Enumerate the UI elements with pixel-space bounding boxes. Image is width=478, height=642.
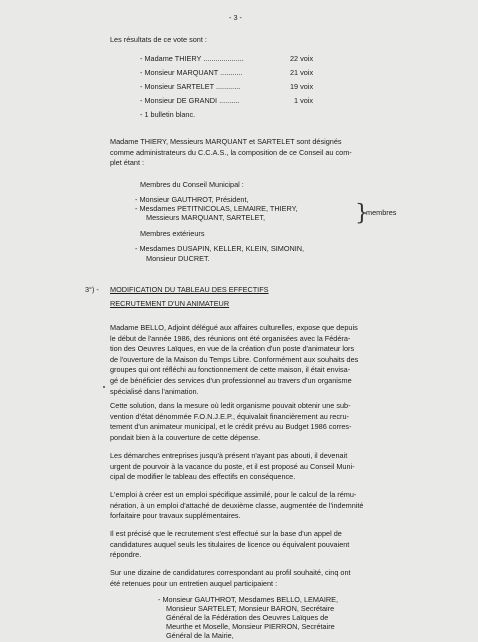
participant-line: Général de la Fédération des Oeuvres Laïques de [166, 613, 329, 622]
text-line: tement d'un animateur municipal, et le crédit prévu au Budget 1986 corres- [110, 422, 352, 432]
participant-line: Général de la Mairie, [166, 631, 234, 640]
section-title: MODIFICATION DU TABLEAU DES EFFECTIFS [110, 285, 269, 294]
margin-mark [103, 386, 105, 388]
council-line: - Monsieur GAUTHROT, Président, [135, 195, 249, 204]
paragraph [110, 451, 410, 483]
text-line: répondre. [110, 550, 142, 560]
vote-name: - Monsieur MARQUANT ........... [140, 68, 243, 77]
participant-line: Meurthe et Moselle, Monsieur PIERRON, Secrétaire [166, 622, 335, 631]
paragraph [110, 323, 410, 397]
text-line: comme administrateurs du C.C.A.S., la composition de ce Conseil au com- [110, 147, 352, 157]
vote-name: - Monsieur SARTELET ............ [140, 82, 241, 91]
council-line: - Mesdames PETITNICOLAS, LEMAIRE, THIERY, [135, 204, 298, 213]
council-line: Messieurs MARQUANT, SARTELET, [146, 213, 266, 222]
section-number: 3°) - [85, 285, 99, 294]
text-line: Madame THIERY, Messieurs MARQUANT et SARTELET sont désignés [110, 137, 342, 146]
text-line: été retenues pour un entretien auquel participaient : [110, 578, 278, 588]
exterieurs-heading: Membres extérieurs [140, 229, 205, 238]
section-subtitle: RECRUTEMENT D'UN ANIMATEUR [110, 299, 230, 308]
text-line: candidatures auquel seuls les titulaires de licence ou équivalent pouvaient [110, 539, 350, 549]
text-line: de l'ouverture de la Maison du Temps Libre. Conformément aux souhaits des [110, 354, 359, 364]
text-line: groupes qui ont réfléchi au fonctionnement de cette maison, il était envisa- [110, 365, 351, 375]
text-line: pondait bien à la couverture de cette dépense. [110, 432, 261, 442]
page-number: - 3 - [229, 13, 242, 22]
text-line: le début de l'année 1986, des réunions ont été organisées avec la Fédéra- [110, 333, 351, 343]
text-line: urgent de pourvoir à la vacance du poste, et il est proposé au Conseil Muni- [110, 461, 355, 471]
text-line: plet étant : [110, 158, 145, 168]
text-line: Madame BELLO, Adjoint délégué aux affaires culturelles, expose que depuis [110, 323, 358, 332]
brace-symbol: } [355, 201, 369, 226]
vote-intro: Les résultats de ce vote sont : [110, 35, 207, 44]
exterieurs-line: - Mesdames DUSAPIN, KELLER, KLEIN, SIMONIN, [135, 244, 305, 253]
text-line: forfaitaire pour travaux supplémentaires. [110, 511, 241, 521]
participant-line: - Monsieur GAUTHROT, Mesdames BELLO, LEMAIRE, [158, 595, 339, 604]
text-line: cipal de modifier le tableau des effectifs en conséquence. [110, 472, 296, 482]
vote-name: - 1 bulletin blanc. [140, 110, 196, 119]
council-heading: Membres du Conseil Municipal : [140, 180, 244, 189]
text-line: nération, à un emploi d'attaché de deuxième classe, augmentée de l'indemnité [110, 500, 364, 510]
vote-count: 1 voix [294, 96, 314, 105]
text-line: spécialisé dans l'animation. [110, 386, 199, 396]
paragraph [110, 490, 410, 522]
participant-line: Monsieur SARTELET, Monsieur BARON, Secrétaire [166, 604, 335, 613]
text-line: vention d'état dénommée F.O.N.J.E.P., équivalait financièrement au recru- [110, 411, 349, 421]
text-line: Cette solution, dans la mesure où ledit organisme pouvait obtenir une sub- [110, 401, 351, 410]
designation-paragraph [110, 137, 410, 169]
brace-label: membres [366, 208, 397, 217]
text-line: tion des Oeuvres Laïques, en vue de la création d'un poste d'animateur lors [110, 344, 355, 354]
vote-count: 21 voix [290, 68, 314, 77]
text-line: gé de bénéficier des services d'un professionnel au travers d'un organisme [110, 375, 352, 385]
vote-name: - Madame THIERY .................... [140, 54, 244, 63]
vote-name: - Monsieur DE GRANDI .......... [140, 96, 240, 105]
exterieurs-line: Monsieur DUCRET. [146, 254, 210, 263]
text-line: Il est précisé que le recrutement s'est effectué sur la base d'un appel de [110, 529, 342, 538]
vote-count: 22 voix [290, 54, 314, 63]
vote-count: 19 voix [290, 82, 314, 91]
paragraph [110, 529, 410, 561]
paragraph [110, 568, 410, 589]
paragraph [110, 401, 410, 443]
text-line: L'emploi à créer est un emploi spécifique assimilé, pour le calcul de la rému- [110, 490, 357, 499]
text-line: Sur une dizaine de candidatures correspondant au profil souhaité, cinq ont [110, 568, 351, 577]
text-line: Les démarches entreprises jusqu'à présent n'ayant pas abouti, il devenait [110, 451, 348, 460]
